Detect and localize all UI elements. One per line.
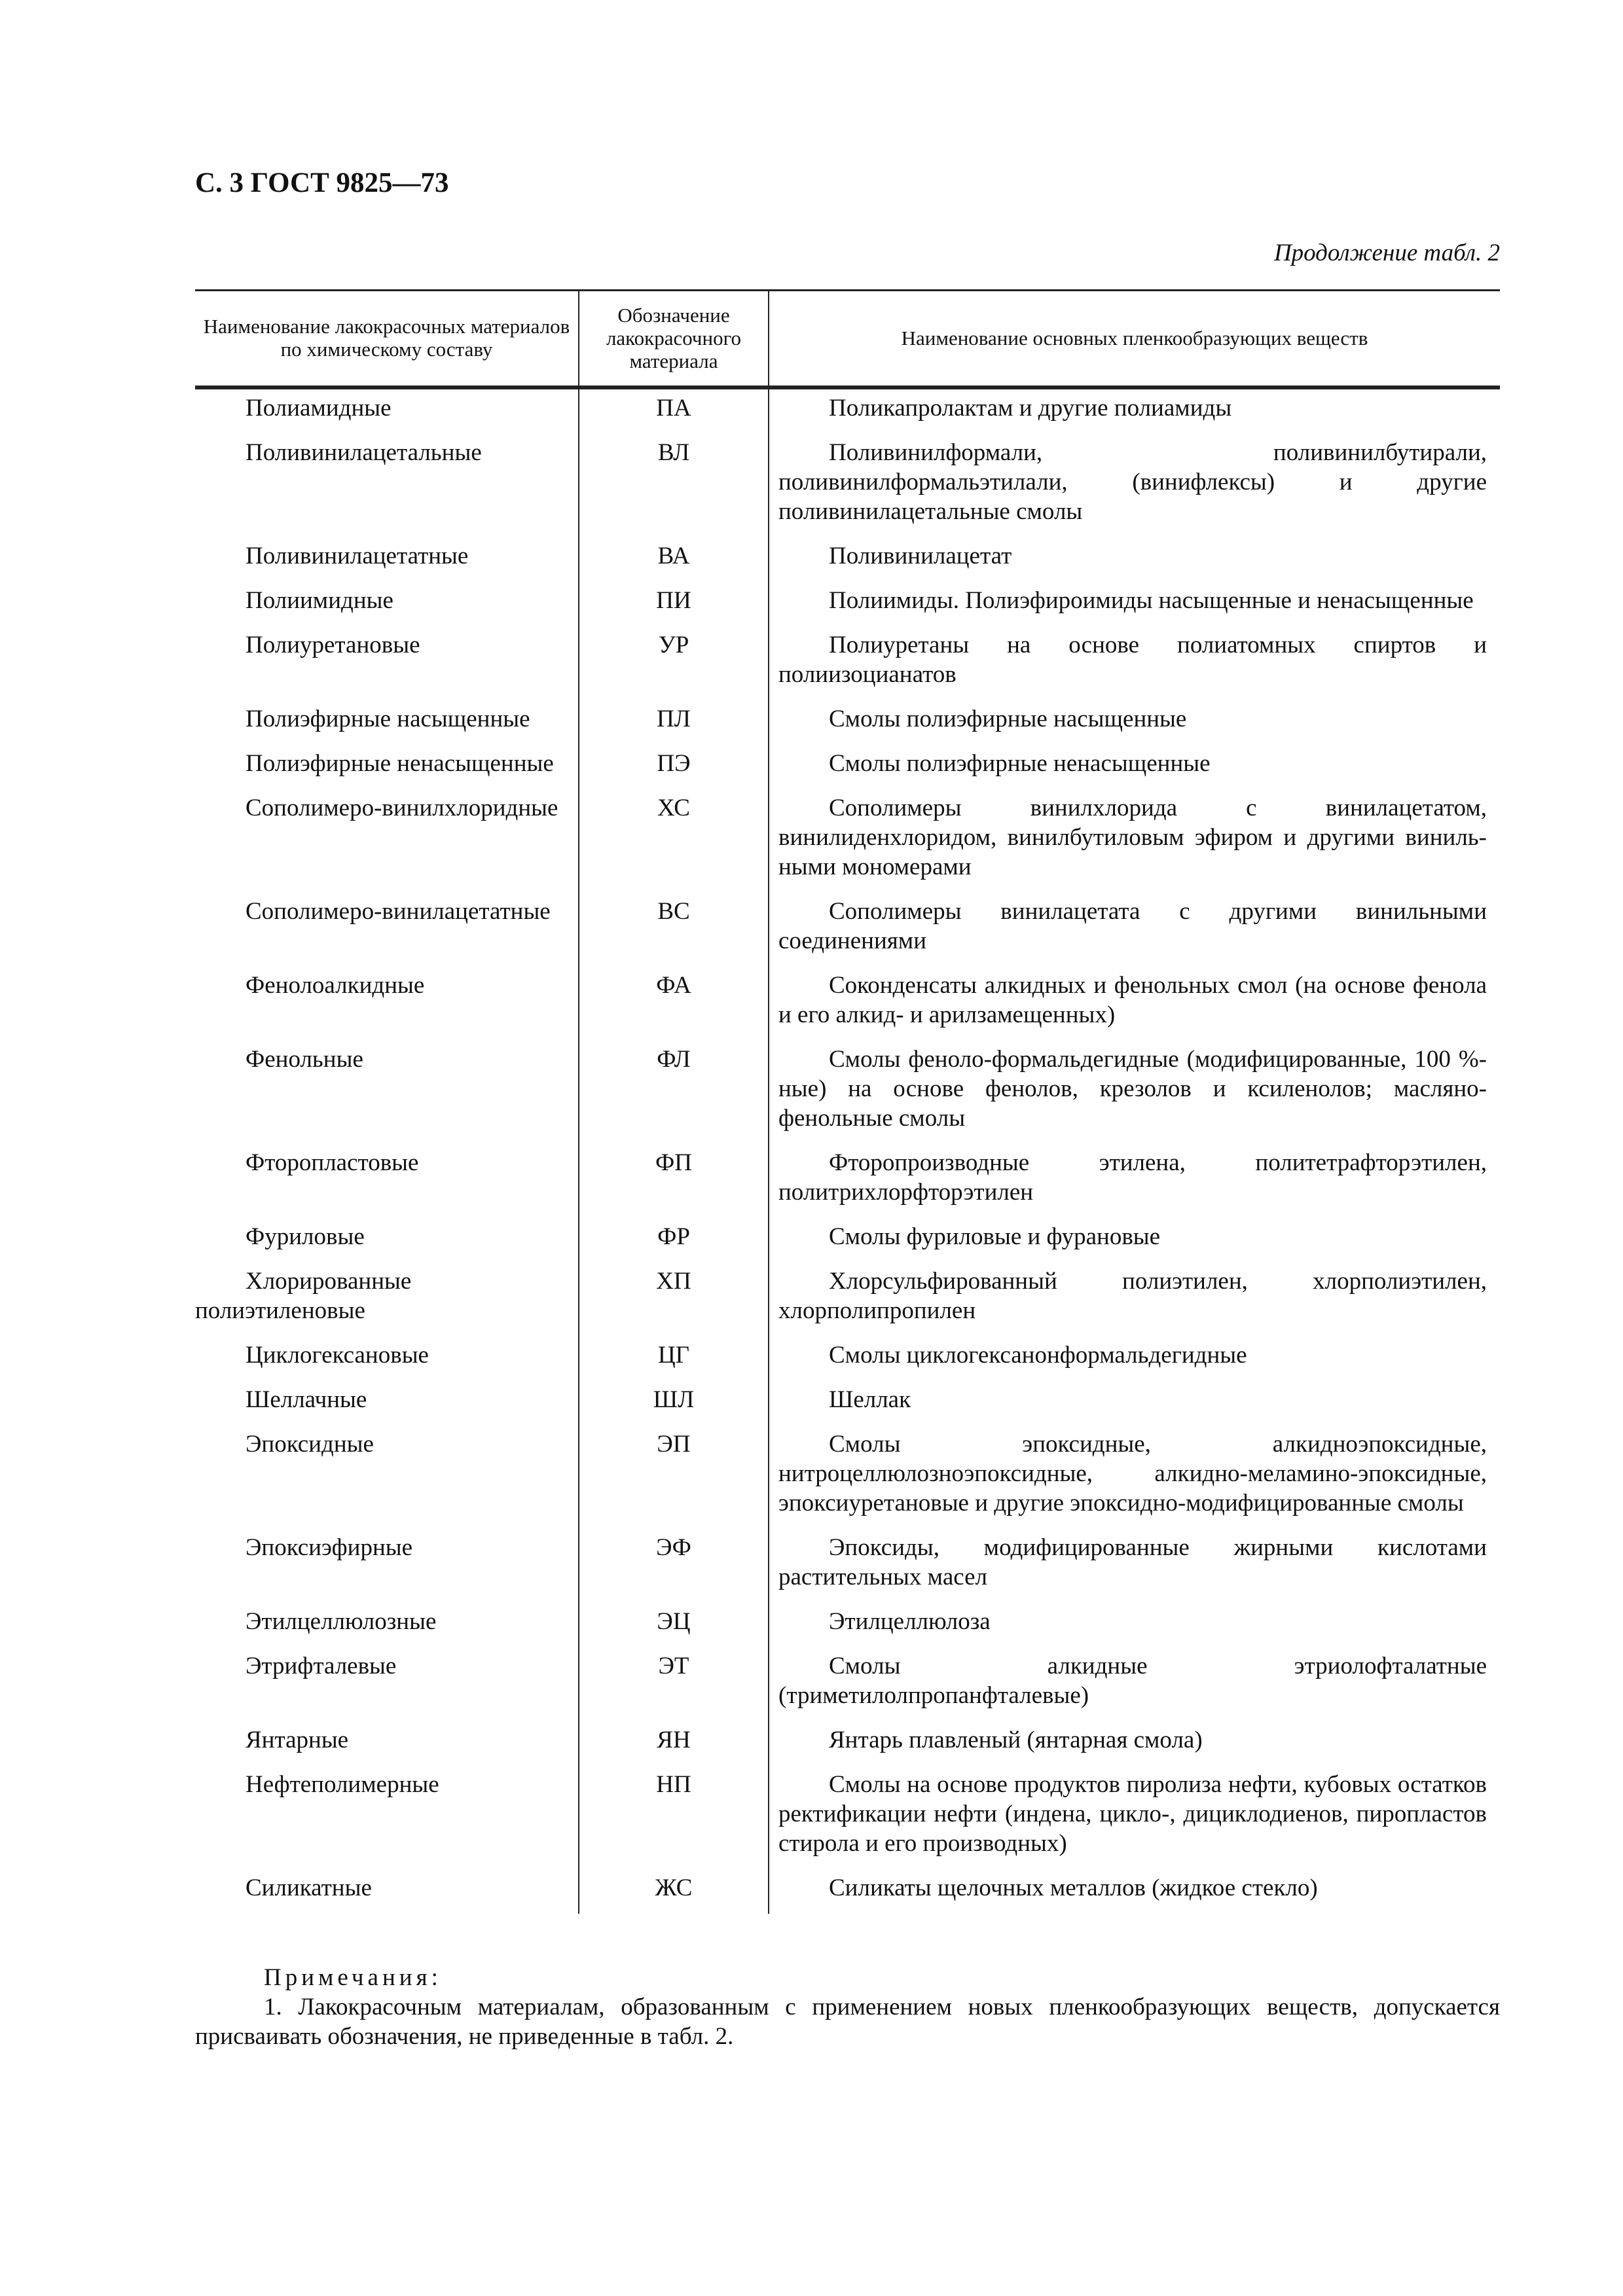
material-code: ПЛ (579, 700, 769, 745)
material-name: Силикатные (195, 1869, 579, 1914)
table-row (195, 1529, 1500, 1603)
column-header-material-code: Обозначение лакокрасочного материала (579, 291, 769, 388)
material-name: Этилцеллюлозные (195, 1603, 579, 1647)
material-code: ХС (579, 789, 769, 893)
table-row (195, 1603, 1500, 1647)
material-name: Полиэфирные насыщенные (195, 700, 579, 745)
film-forming-substances: Смолы эпоксидные, алкидноэпоксидные, нитроцеллюлозноэпоксидные, алкидно-меламино-эпоксидные, эпоксиуретановые и другие эпоксидно-модифицированные смолы (778, 1431, 1487, 1516)
material-code: ЯН (579, 1721, 769, 1766)
film-forming-substances: Смолы полиэфирные насыщенные (829, 706, 1187, 732)
material-code: ФЛ (579, 1041, 769, 1144)
material-code: ФА (579, 967, 769, 1041)
table-continuation-label: Продолжение табл. 2 (1273, 240, 1500, 266)
material-code: ШЛ (579, 1381, 769, 1426)
material-code: ВЛ (579, 434, 769, 537)
material-code: ЭФ (579, 1529, 769, 1603)
material-name: Циклогексановые (195, 1336, 579, 1381)
material-name: Фуриловые (195, 1218, 579, 1263)
table-row (195, 1721, 1500, 1766)
film-forming-substances: Эпоксиды, модифицированные жирными кислотами растительных масел (778, 1534, 1487, 1590)
note-item: 1. Лакокрасочным материалам, образованным с применением новых пленкообразующих веществ, допускается присваивать обозначения, не приведенные в табл. 2. (195, 1994, 1500, 2050)
film-forming-substances: Смолы алкидные этриолофталатные (триметилолпропанфталевые) (778, 1653, 1487, 1709)
film-forming-substances: Поликапролактам и другие полиамиды (829, 395, 1232, 422)
materials-table (195, 289, 1500, 1914)
table-row (195, 1869, 1500, 1914)
column-header-film-forming-substances: Наименование основных пленкообразующих веществ (769, 291, 1500, 388)
material-name: Сополимеро-винилхлоридные (195, 789, 579, 893)
table-row (195, 582, 1500, 626)
table-row (195, 1218, 1500, 1263)
film-forming-substances: Поливинилформали, поливинилбутирали, поливинилформальэтилали, (винифлексы) и другие поливинилацетальные смолы (778, 439, 1487, 525)
table-row (195, 1144, 1500, 1218)
material-name: Полиимидные (195, 582, 579, 626)
film-forming-substances: Этилцеллюлоза (829, 1608, 991, 1635)
film-forming-substances: Сополимеры винилацетата с другими винильными соединениями (778, 898, 1487, 954)
film-forming-substances: Смолы на основе продуктов пиролиза нефти, кубовых остатков ректификации нефти (индена, цикло-, дициклодиенов, пиропластов стирола и его производных) (778, 1771, 1487, 1857)
film-forming-substances: Смолы циклогексанонформальдегидные (829, 1342, 1247, 1369)
table-row (195, 967, 1500, 1041)
material-name: Фенольные (195, 1041, 579, 1144)
table-row (195, 434, 1500, 537)
film-forming-substances: Полиуретаны на основе полиатомных спиртов и полиизоцианатов (778, 632, 1487, 688)
table-row (195, 789, 1500, 893)
material-name: Фторопластовые (195, 1144, 579, 1218)
material-code: ЖС (579, 1869, 769, 1914)
material-code: ВС (579, 893, 769, 967)
film-forming-substances: Сополимеры винилхлорида с винилацетатом, винилиденхлоридом, винилбутиловым эфиром и другими винильными мономерами (778, 795, 1487, 880)
material-code: ХП (579, 1263, 769, 1336)
material-code: ЭЦ (579, 1603, 769, 1647)
material-code: ЭТ (579, 1647, 769, 1721)
material-code: ЦГ (579, 1336, 769, 1381)
table-row (195, 1336, 1500, 1381)
film-forming-substances: Полиимиды. Полиэфироимиды насыщенные и ненасыщенные (829, 587, 1474, 614)
table-row (195, 387, 1500, 434)
material-name: Поливинилацетальные (195, 434, 579, 537)
film-forming-substances: Смолы фуриловые и фурановые (829, 1223, 1161, 1250)
table-row (195, 1381, 1500, 1426)
material-name: Полиамидные (195, 387, 579, 434)
material-name: Этрифталевые (195, 1647, 579, 1721)
material-name: Поливинилацетатные (195, 537, 579, 582)
material-name: Нефтеполимерные (195, 1766, 579, 1869)
table-row (195, 626, 1500, 700)
material-code: ПЭ (579, 745, 769, 789)
material-code: ФП (579, 1144, 769, 1218)
table-row (195, 700, 1500, 745)
table-row (195, 537, 1500, 582)
material-code: ЭП (579, 1426, 769, 1529)
material-code: ФР (579, 1218, 769, 1263)
table-row (195, 1426, 1500, 1529)
material-code: ПИ (579, 582, 769, 626)
page-header: С. 3 ГОСТ 9825—73 (195, 168, 449, 198)
material-code: ПА (579, 387, 769, 434)
material-name: Полиуретановые (195, 626, 579, 700)
table-row (195, 1041, 1500, 1144)
material-code: НП (579, 1766, 769, 1869)
film-forming-substances: Смолы полиэфирные ненасыщенные (829, 750, 1211, 777)
film-forming-substances: Силикаты щелочных металлов (жидкое стекло) (829, 1874, 1318, 1901)
material-name: Шеллачные (195, 1381, 579, 1426)
film-forming-substances: Янтарь плавленый (янтарная смола) (829, 1727, 1203, 1753)
material-name: Хлорированные полиэтиленовые (195, 1263, 579, 1336)
material-name: Фенолоалкидные (195, 967, 579, 1041)
film-forming-substances: Соконденсаты алкидных и фенольных смол (на основе фенола и его алкид- и арилзамещенных) (778, 972, 1487, 1028)
table-row (195, 1647, 1500, 1721)
material-name: Полиэфирные ненасыщенные (195, 745, 579, 789)
film-forming-substances: Шеллак (829, 1386, 911, 1413)
table-header-row (195, 291, 1500, 388)
material-code: УР (579, 626, 769, 700)
column-header-material-name: Наименование лакокрасочных материалов по химическому составу (195, 291, 579, 388)
material-name: Эпоксидные (195, 1426, 579, 1529)
notes-title: Примечания: (264, 1964, 442, 1991)
table-row (195, 745, 1500, 789)
material-name: Сополимеро-винилацетатные (195, 893, 579, 967)
table-row (195, 893, 1500, 967)
material-code: ВА (579, 537, 769, 582)
table-row (195, 1766, 1500, 1869)
film-forming-substances: Фторопроизводные этилена, политетрафторэтилен, политрихлорфторэтилен (778, 1149, 1487, 1206)
table-row (195, 1263, 1500, 1336)
material-name: Эпоксиэфирные (195, 1529, 579, 1603)
material-name: Янтарные (195, 1721, 579, 1766)
film-forming-substances: Хлорсульфированный полиэтилен, хлорполиэтилен, хлорполипропилен (778, 1268, 1487, 1324)
film-forming-substances: Смолы феноло-формальдегидные (модифицированные, 100 %-ные) на основе фенолов, крезолов и ксиленолов; масляно-фенольные смолы (778, 1046, 1487, 1132)
film-forming-substances: Поливинилацетат (829, 543, 1012, 569)
